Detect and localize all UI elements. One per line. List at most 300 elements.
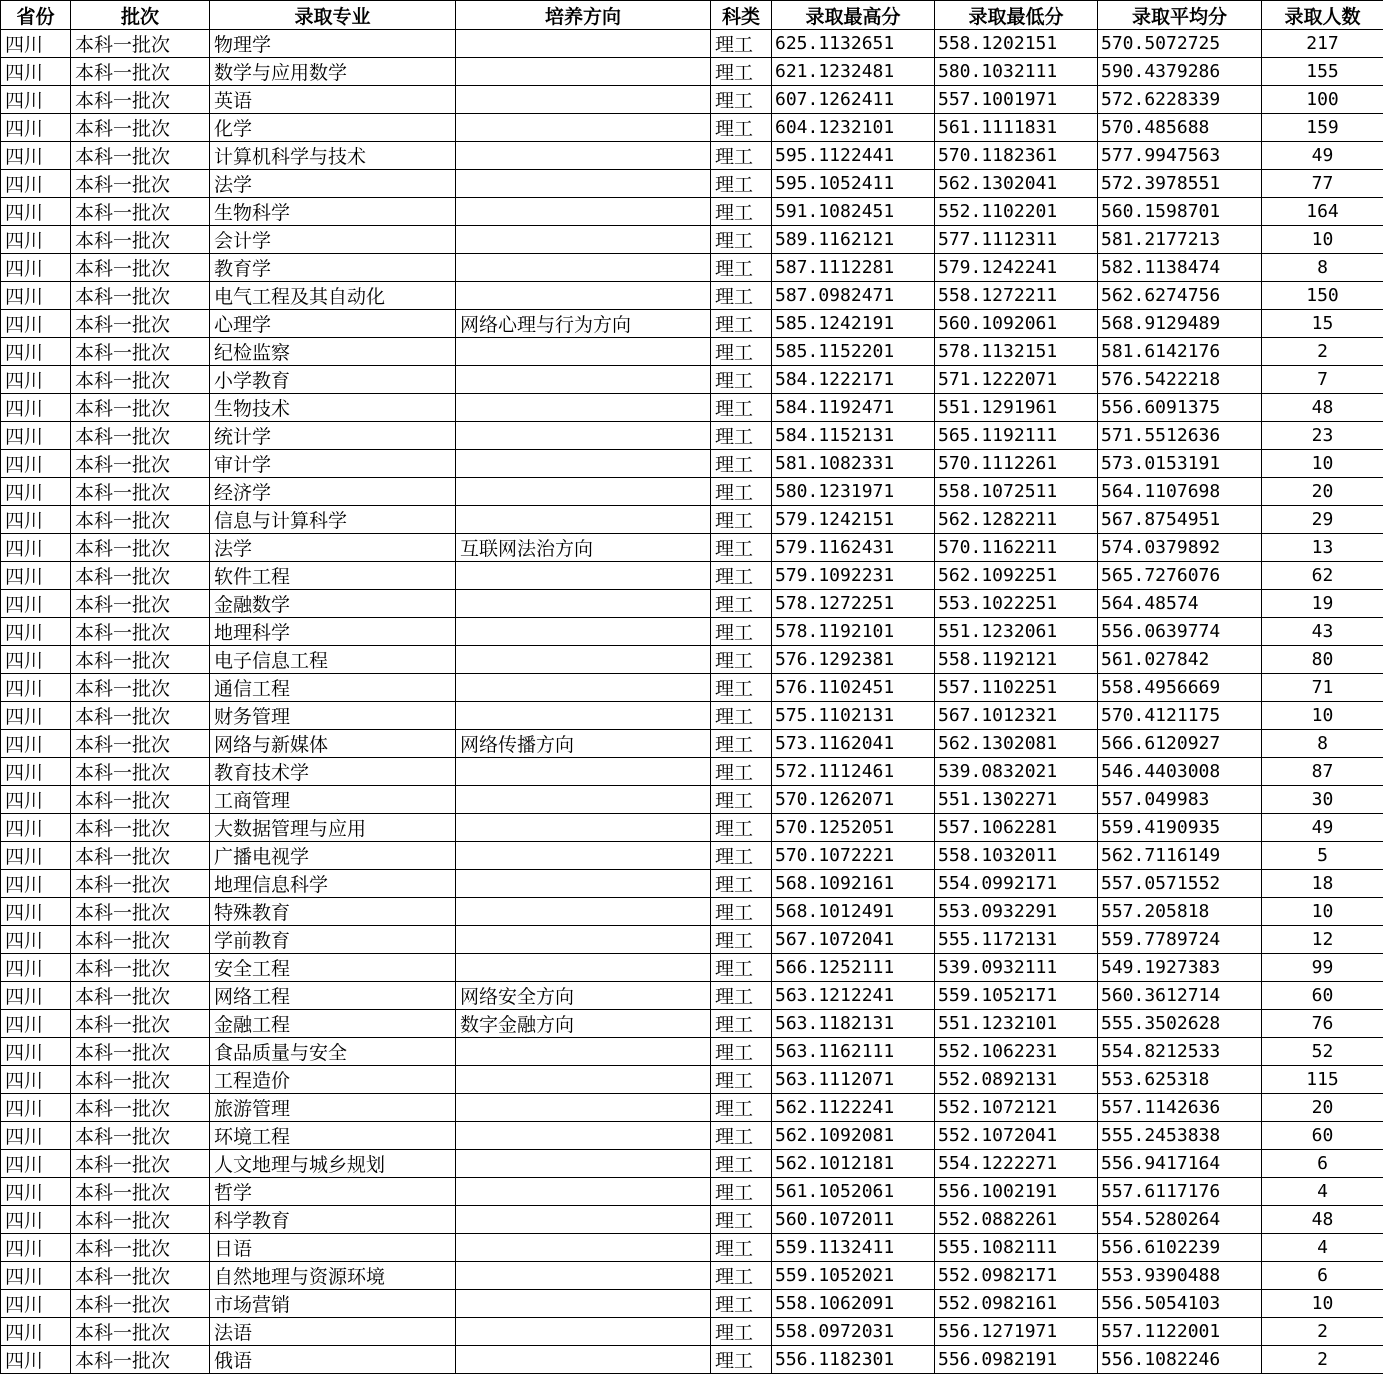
cell-avg-score: 581.2177213: [1098, 226, 1262, 254]
cell-avg-score: 562.7116149: [1098, 842, 1262, 870]
cell-province: 四川: [1, 58, 71, 86]
cell-batch: 本科一批次: [71, 1038, 210, 1066]
cell-avg-score: 582.1138474: [1098, 254, 1262, 282]
cell-category: 理工: [711, 478, 772, 506]
cell-category: 理工: [711, 254, 772, 282]
table-row: [1, 870, 1383, 898]
cell-major: 信息与计算科学: [210, 506, 456, 534]
cell-direction: [456, 898, 711, 926]
cell-category: 理工: [711, 674, 772, 702]
cell-major: 金融工程: [210, 1010, 456, 1038]
cell-count: 10: [1262, 226, 1383, 254]
cell-major: 小学教育: [210, 366, 456, 394]
table-row: [1, 114, 1383, 142]
cell-category: 理工: [711, 618, 772, 646]
cell-avg-score: 561.027842: [1098, 646, 1262, 674]
table-row: [1, 422, 1383, 450]
cell-max-score: 563.1112071: [772, 1066, 935, 1094]
cell-batch: 本科一批次: [71, 562, 210, 590]
cell-direction: [456, 562, 711, 590]
cell-count: 60: [1262, 1122, 1383, 1150]
cell-avg-score: 555.2453838: [1098, 1122, 1262, 1150]
cell-direction: [456, 1262, 711, 1290]
cell-direction: [456, 870, 711, 898]
cell-category: 理工: [711, 1318, 772, 1346]
table-row: [1, 86, 1383, 114]
column-header-count: 录取人数: [1262, 1, 1383, 30]
cell-max-score: 556.1182301: [772, 1346, 935, 1374]
cell-count: 217: [1262, 30, 1383, 58]
cell-batch: 本科一批次: [71, 814, 210, 842]
cell-category: 理工: [711, 1038, 772, 1066]
cell-max-score: 584.1192471: [772, 394, 935, 422]
cell-min-score: 560.1092061: [935, 310, 1098, 338]
cell-province: 四川: [1, 310, 71, 338]
cell-max-score: 572.1112461: [772, 758, 935, 786]
cell-category: 理工: [711, 86, 772, 114]
cell-major: 经济学: [210, 478, 456, 506]
cell-avg-score: 557.0571552: [1098, 870, 1262, 898]
table-row: [1, 1066, 1383, 1094]
cell-min-score: 559.1052171: [935, 982, 1098, 1010]
cell-category: 理工: [711, 198, 772, 226]
cell-batch: 本科一批次: [71, 842, 210, 870]
cell-max-score: 563.1182131: [772, 1010, 935, 1038]
cell-major: 俄语: [210, 1346, 456, 1374]
cell-direction: [456, 1038, 711, 1066]
cell-direction: 网络安全方向: [456, 982, 711, 1010]
table-row: [1, 1094, 1383, 1122]
table-row: [1, 506, 1383, 534]
table-row: [1, 842, 1383, 870]
cell-avg-score: 556.5054103: [1098, 1290, 1262, 1318]
cell-max-score: 568.1092161: [772, 870, 935, 898]
cell-min-score: 562.1092251: [935, 562, 1098, 590]
cell-direction: [456, 618, 711, 646]
cell-province: 四川: [1, 898, 71, 926]
cell-max-score: 625.1132651: [772, 30, 935, 58]
cell-batch: 本科一批次: [71, 1094, 210, 1122]
cell-min-score: 555.1082111: [935, 1234, 1098, 1262]
cell-major: 审计学: [210, 450, 456, 478]
cell-batch: 本科一批次: [71, 730, 210, 758]
cell-avg-score: 556.9417164: [1098, 1150, 1262, 1178]
cell-batch: 本科一批次: [71, 926, 210, 954]
cell-direction: [456, 842, 711, 870]
cell-province: 四川: [1, 1038, 71, 1066]
cell-max-score: 589.1162121: [772, 226, 935, 254]
cell-major: 教育技术学: [210, 758, 456, 786]
cell-batch: 本科一批次: [71, 674, 210, 702]
cell-province: 四川: [1, 702, 71, 730]
cell-min-score: 580.1032111: [935, 58, 1098, 86]
cell-major: 人文地理与城乡规划: [210, 1150, 456, 1178]
cell-direction: [456, 142, 711, 170]
cell-direction: [456, 86, 711, 114]
cell-avg-score: 565.7276076: [1098, 562, 1262, 590]
cell-batch: 本科一批次: [71, 338, 210, 366]
table-row: [1, 142, 1383, 170]
cell-avg-score: 560.1598701: [1098, 198, 1262, 226]
cell-category: 理工: [711, 1010, 772, 1038]
cell-province: 四川: [1, 562, 71, 590]
cell-min-score: 553.0932291: [935, 898, 1098, 926]
cell-avg-score: 590.4379286: [1098, 58, 1262, 86]
cell-count: 7: [1262, 366, 1383, 394]
cell-direction: [456, 646, 711, 674]
cell-direction: [456, 1290, 711, 1318]
cell-max-score: 579.1162431: [772, 534, 935, 562]
cell-batch: 本科一批次: [71, 1262, 210, 1290]
column-header-min-score: 录取最低分: [935, 1, 1098, 30]
cell-category: 理工: [711, 1150, 772, 1178]
cell-min-score: 552.0882261: [935, 1206, 1098, 1234]
cell-province: 四川: [1, 422, 71, 450]
cell-count: 10: [1262, 1290, 1383, 1318]
cell-category: 理工: [711, 394, 772, 422]
cell-max-score: 562.1012181: [772, 1150, 935, 1178]
cell-batch: 本科一批次: [71, 646, 210, 674]
table-row: [1, 926, 1383, 954]
cell-avg-score: 560.3612714: [1098, 982, 1262, 1010]
cell-min-score: 558.1202151: [935, 30, 1098, 58]
cell-province: 四川: [1, 1234, 71, 1262]
cell-batch: 本科一批次: [71, 590, 210, 618]
cell-major: 食品质量与安全: [210, 1038, 456, 1066]
cell-category: 理工: [711, 898, 772, 926]
column-header-batch: 批次: [71, 1, 210, 30]
cell-major: 网络与新媒体: [210, 730, 456, 758]
cell-province: 四川: [1, 1346, 71, 1374]
table-header: [1, 1, 1383, 30]
cell-max-score: 607.1262411: [772, 86, 935, 114]
cell-max-score: 570.1252051: [772, 814, 935, 842]
table-row: [1, 590, 1383, 618]
cell-category: 理工: [711, 338, 772, 366]
cell-max-score: 575.1102131: [772, 702, 935, 730]
cell-min-score: 577.1112311: [935, 226, 1098, 254]
cell-batch: 本科一批次: [71, 618, 210, 646]
cell-min-score: 557.1001971: [935, 86, 1098, 114]
table-row: [1, 758, 1383, 786]
cell-count: 15: [1262, 310, 1383, 338]
cell-min-score: 552.1072041: [935, 1122, 1098, 1150]
cell-count: 48: [1262, 1206, 1383, 1234]
cell-avg-score: 556.6091375: [1098, 394, 1262, 422]
cell-direction: 网络传播方向: [456, 730, 711, 758]
cell-province: 四川: [1, 254, 71, 282]
cell-province: 四川: [1, 1206, 71, 1234]
cell-batch: 本科一批次: [71, 366, 210, 394]
column-header-category: 科类: [711, 1, 772, 30]
cell-major: 生物技术: [210, 394, 456, 422]
cell-min-score: 551.1232061: [935, 618, 1098, 646]
cell-category: 理工: [711, 814, 772, 842]
cell-province: 四川: [1, 478, 71, 506]
table-row: [1, 1234, 1383, 1262]
cell-province: 四川: [1, 926, 71, 954]
table-row: [1, 1206, 1383, 1234]
cell-max-score: 562.1122241: [772, 1094, 935, 1122]
column-header-max-score: 录取最高分: [772, 1, 935, 30]
cell-category: 理工: [711, 646, 772, 674]
cell-count: 4: [1262, 1178, 1383, 1206]
cell-category: 理工: [711, 926, 772, 954]
cell-min-score: 552.1062231: [935, 1038, 1098, 1066]
cell-direction: [456, 226, 711, 254]
cell-avg-score: 553.9390488: [1098, 1262, 1262, 1290]
cell-batch: 本科一批次: [71, 1066, 210, 1094]
cell-batch: 本科一批次: [71, 30, 210, 58]
cell-max-score: 560.1072011: [772, 1206, 935, 1234]
cell-count: 8: [1262, 730, 1383, 758]
cell-avg-score: 557.205818: [1098, 898, 1262, 926]
cell-province: 四川: [1, 394, 71, 422]
cell-category: 理工: [711, 422, 772, 450]
cell-batch: 本科一批次: [71, 534, 210, 562]
cell-province: 四川: [1, 786, 71, 814]
cell-count: 60: [1262, 982, 1383, 1010]
cell-batch: 本科一批次: [71, 198, 210, 226]
cell-major: 日语: [210, 1234, 456, 1262]
cell-category: 理工: [711, 1094, 772, 1122]
cell-batch: 本科一批次: [71, 1234, 210, 1262]
cell-province: 四川: [1, 870, 71, 898]
cell-category: 理工: [711, 982, 772, 1010]
cell-min-score: 565.1192111: [935, 422, 1098, 450]
cell-major: 心理学: [210, 310, 456, 338]
cell-count: 6: [1262, 1262, 1383, 1290]
cell-direction: [456, 30, 711, 58]
cell-max-score: 584.1152131: [772, 422, 935, 450]
cell-min-score: 579.1242241: [935, 254, 1098, 282]
cell-province: 四川: [1, 1318, 71, 1346]
cell-direction: [456, 114, 711, 142]
cell-province: 四川: [1, 814, 71, 842]
cell-province: 四川: [1, 758, 71, 786]
cell-min-score: 570.1162211: [935, 534, 1098, 562]
cell-category: 理工: [711, 366, 772, 394]
cell-batch: 本科一批次: [71, 58, 210, 86]
cell-major: 自然地理与资源环境: [210, 1262, 456, 1290]
cell-category: 理工: [711, 58, 772, 86]
cell-major: 会计学: [210, 226, 456, 254]
cell-category: 理工: [711, 1178, 772, 1206]
cell-max-score: 578.1192101: [772, 618, 935, 646]
cell-major: 网络工程: [210, 982, 456, 1010]
cell-min-score: 552.0892131: [935, 1066, 1098, 1094]
cell-direction: [456, 1234, 711, 1262]
cell-province: 四川: [1, 646, 71, 674]
cell-direction: [456, 702, 711, 730]
cell-count: 99: [1262, 954, 1383, 982]
cell-min-score: 553.1022251: [935, 590, 1098, 618]
cell-avg-score: 564.1107698: [1098, 478, 1262, 506]
cell-max-score: 558.0972031: [772, 1318, 935, 1346]
cell-min-score: 570.1112261: [935, 450, 1098, 478]
cell-batch: 本科一批次: [71, 226, 210, 254]
cell-avg-score: 572.6228339: [1098, 86, 1262, 114]
cell-province: 四川: [1, 590, 71, 618]
cell-count: 2: [1262, 338, 1383, 366]
cell-count: 164: [1262, 198, 1383, 226]
cell-category: 理工: [711, 842, 772, 870]
cell-province: 四川: [1, 170, 71, 198]
cell-province: 四川: [1, 1290, 71, 1318]
cell-count: 49: [1262, 142, 1383, 170]
cell-province: 四川: [1, 1178, 71, 1206]
table-row: [1, 646, 1383, 674]
cell-count: 77: [1262, 170, 1383, 198]
cell-avg-score: 570.5072725: [1098, 30, 1262, 58]
cell-province: 四川: [1, 142, 71, 170]
cell-avg-score: 559.4190935: [1098, 814, 1262, 842]
cell-avg-score: 570.4121175: [1098, 702, 1262, 730]
table-row: [1, 562, 1383, 590]
cell-direction: [456, 814, 711, 842]
table-row: [1, 702, 1383, 730]
cell-category: 理工: [711, 114, 772, 142]
cell-count: 23: [1262, 422, 1383, 450]
cell-batch: 本科一批次: [71, 1150, 210, 1178]
cell-province: 四川: [1, 1262, 71, 1290]
cell-major: 学前教育: [210, 926, 456, 954]
cell-avg-score: 568.9129489: [1098, 310, 1262, 338]
cell-min-score: 552.0982171: [935, 1262, 1098, 1290]
cell-category: 理工: [711, 226, 772, 254]
cell-max-score: 561.1052061: [772, 1178, 935, 1206]
cell-province: 四川: [1, 86, 71, 114]
cell-min-score: 578.1132151: [935, 338, 1098, 366]
cell-major: 法学: [210, 534, 456, 562]
table-row: [1, 674, 1383, 702]
cell-count: 76: [1262, 1010, 1383, 1038]
cell-batch: 本科一批次: [71, 1318, 210, 1346]
cell-province: 四川: [1, 282, 71, 310]
cell-direction: [456, 478, 711, 506]
cell-category: 理工: [711, 1234, 772, 1262]
cell-avg-score: 562.6274756: [1098, 282, 1262, 310]
cell-max-score: 568.1012491: [772, 898, 935, 926]
cell-province: 四川: [1, 1010, 71, 1038]
cell-direction: [456, 786, 711, 814]
cell-max-score: 570.1262071: [772, 786, 935, 814]
cell-count: 20: [1262, 478, 1383, 506]
cell-province: 四川: [1, 730, 71, 758]
cell-avg-score: 564.48574: [1098, 590, 1262, 618]
table-row: [1, 1262, 1383, 1290]
table-row: [1, 814, 1383, 842]
cell-major: 工程造价: [210, 1066, 456, 1094]
cell-category: 理工: [711, 1262, 772, 1290]
cell-batch: 本科一批次: [71, 394, 210, 422]
cell-category: 理工: [711, 450, 772, 478]
cell-max-score: 576.1292381: [772, 646, 935, 674]
cell-count: 87: [1262, 758, 1383, 786]
table-row: [1, 1290, 1383, 1318]
cell-max-score: 595.1052411: [772, 170, 935, 198]
cell-major: 法学: [210, 170, 456, 198]
cell-category: 理工: [711, 170, 772, 198]
cell-category: 理工: [711, 1346, 772, 1374]
cell-min-score: 556.0982191: [935, 1346, 1098, 1374]
cell-min-score: 562.1282211: [935, 506, 1098, 534]
table-row: [1, 1178, 1383, 1206]
cell-count: 150: [1262, 282, 1383, 310]
table-row: [1, 1150, 1383, 1178]
table-row: [1, 30, 1383, 58]
cell-count: 159: [1262, 114, 1383, 142]
cell-min-score: 551.1232101: [935, 1010, 1098, 1038]
cell-count: 100: [1262, 86, 1383, 114]
table-row: [1, 450, 1383, 478]
cell-major: 化学: [210, 114, 456, 142]
cell-avg-score: 554.8212533: [1098, 1038, 1262, 1066]
table-row: [1, 1122, 1383, 1150]
cell-min-score: 556.1271971: [935, 1318, 1098, 1346]
table-row: [1, 366, 1383, 394]
cell-direction: [456, 394, 711, 422]
cell-major: 电子信息工程: [210, 646, 456, 674]
cell-direction: [456, 338, 711, 366]
cell-count: 2: [1262, 1346, 1383, 1374]
cell-category: 理工: [711, 702, 772, 730]
table-row: [1, 786, 1383, 814]
cell-avg-score: 571.5512636: [1098, 422, 1262, 450]
cell-category: 理工: [711, 310, 772, 338]
cell-min-score: 561.1111831: [935, 114, 1098, 142]
cell-min-score: 558.1032011: [935, 842, 1098, 870]
cell-major: 地理信息科学: [210, 870, 456, 898]
cell-max-score: 584.1222171: [772, 366, 935, 394]
table-row: [1, 1318, 1383, 1346]
cell-avg-score: 556.0639774: [1098, 618, 1262, 646]
cell-avg-score: 577.9947563: [1098, 142, 1262, 170]
cell-direction: [456, 926, 711, 954]
cell-direction: [456, 1066, 711, 1094]
table-row: [1, 254, 1383, 282]
cell-min-score: 554.0992171: [935, 870, 1098, 898]
cell-min-score: 562.1302041: [935, 170, 1098, 198]
cell-direction: [456, 758, 711, 786]
cell-avg-score: 566.6120927: [1098, 730, 1262, 758]
table-row: [1, 618, 1383, 646]
cell-max-score: 587.1112281: [772, 254, 935, 282]
cell-min-score: 555.1172131: [935, 926, 1098, 954]
cell-major: 生物科学: [210, 198, 456, 226]
cell-province: 四川: [1, 674, 71, 702]
table-row: [1, 478, 1383, 506]
cell-avg-score: 553.625318: [1098, 1066, 1262, 1094]
cell-min-score: 539.0932111: [935, 954, 1098, 982]
cell-category: 理工: [711, 534, 772, 562]
cell-direction: [456, 254, 711, 282]
cell-major: 财务管理: [210, 702, 456, 730]
cell-count: 5: [1262, 842, 1383, 870]
cell-avg-score: 570.485688: [1098, 114, 1262, 142]
table-row: [1, 1010, 1383, 1038]
cell-direction: [456, 1150, 711, 1178]
cell-major: 统计学: [210, 422, 456, 450]
cell-major: 市场营销: [210, 1290, 456, 1318]
cell-province: 四川: [1, 1150, 71, 1178]
cell-batch: 本科一批次: [71, 758, 210, 786]
cell-max-score: 585.1152201: [772, 338, 935, 366]
cell-count: 8: [1262, 254, 1383, 282]
cell-avg-score: 554.5280264: [1098, 1206, 1262, 1234]
cell-avg-score: 556.1082246: [1098, 1346, 1262, 1374]
cell-batch: 本科一批次: [71, 282, 210, 310]
